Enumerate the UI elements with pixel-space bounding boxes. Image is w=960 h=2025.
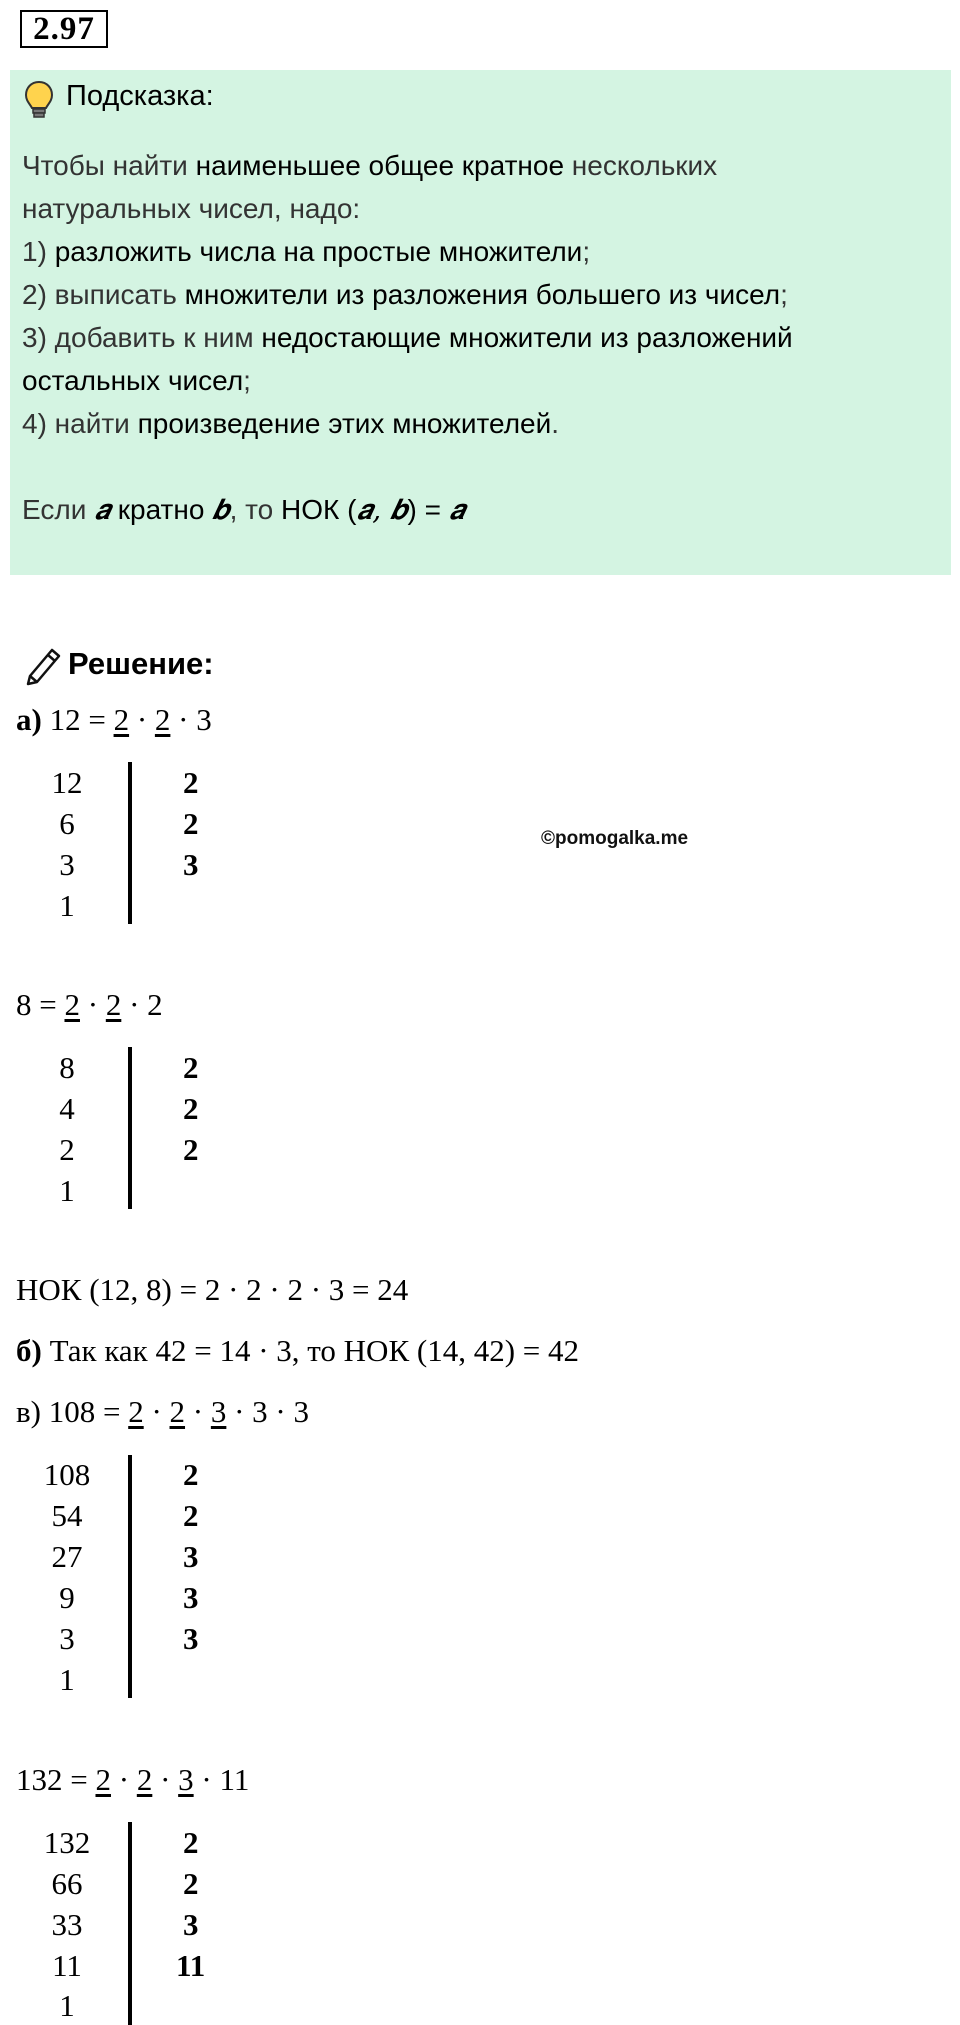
hint-line-2: натуральных чисел, надо: (22, 193, 361, 224)
table-number: 2 (59, 1132, 75, 1167)
hint-step-3-cont: остальных чисел; (22, 365, 251, 396)
table-divider (128, 1822, 132, 2025)
table-number: 11 (52, 1948, 82, 1983)
table-divider (128, 762, 132, 924)
table-number: 9 (59, 1580, 75, 1615)
table-number: 1 (59, 1173, 75, 1208)
part-a-equation-1: а) 12 = 2 · 2 · 3 (16, 702, 212, 737)
table-factor: 2 (183, 1132, 199, 1167)
part-b-statement: б) Так как 42 = 14 · 3, то НОК (14, 42) = 42 (16, 1333, 579, 1368)
table-number: 1 (59, 1988, 75, 2023)
table-divider (128, 1455, 132, 1698)
part-v-equation-1: в) 108 = 2 · 2 · 3 · 3 · 3 (16, 1394, 310, 1429)
table-number: 27 (51, 1539, 83, 1574)
table-factor: 3 (183, 847, 199, 882)
table-number: 132 (43, 1825, 91, 1860)
table-factor: 3 (183, 1539, 199, 1574)
lightbulb-icon (24, 80, 54, 120)
hint-step-3: 3) добавить к ним недостающие множители из разложений (22, 322, 793, 353)
hint-title: Подсказка: (66, 80, 214, 112)
table-factor: 2 (183, 1091, 199, 1126)
table-factor: 2 (183, 1457, 199, 1492)
table-factor: 11 (176, 1948, 206, 1983)
table-factor: 2 (183, 765, 199, 800)
table-factor: 3 (183, 1580, 199, 1615)
table-number: 66 (51, 1866, 83, 1901)
hint-rule: Если 𝒂 кратно 𝒃, то НОК (𝒂, 𝒃) = 𝒂 (22, 493, 465, 526)
table-number: 1 (59, 888, 75, 923)
watermark: ©pomogalka.me (541, 828, 689, 849)
table-divider (128, 1047, 132, 1209)
table-number: 8 (59, 1050, 75, 1085)
table-number: 108 (43, 1457, 91, 1492)
table-factor: 2 (183, 1498, 199, 1533)
part-v-equation-2: 132 = 2 · 2 · 3 · 11 (16, 1762, 250, 1797)
table-number: 4 (59, 1091, 75, 1126)
hint-step-4: 4) найти произведение этих множителей. (22, 408, 560, 439)
pencil-icon (22, 644, 64, 686)
problem-number: 2.97 (20, 10, 108, 48)
table-factor: 2 (183, 1866, 199, 1901)
table-factor: 2 (183, 806, 199, 841)
table-factor: 3 (183, 1907, 199, 1942)
solution-title: Решение: (68, 646, 214, 681)
table-number: 3 (59, 1621, 75, 1656)
hint-line-1: Чтобы найти наименьшее общее кратное нескольких (22, 150, 718, 181)
hint-step-2: 2) выписать множители из разложения большего из чисел; (22, 279, 788, 310)
hint-step-1: 1) разложить числа на простые множители; (22, 236, 591, 267)
table-number: 33 (51, 1907, 83, 1942)
table-factor: 2 (183, 1825, 199, 1860)
table-number: 1 (59, 1662, 75, 1697)
part-a-equation-2: 8 = 2 · 2 · 2 (16, 987, 163, 1022)
table-factor: 2 (183, 1050, 199, 1085)
table-number: 6 (59, 806, 75, 841)
part-a-result: НОК (12, 8) = 2 · 2 · 2 · 3 = 24 (16, 1272, 409, 1307)
table-number: 3 (59, 847, 75, 882)
table-number: 12 (51, 765, 83, 800)
table-number: 54 (51, 1498, 83, 1533)
table-factor: 3 (183, 1621, 199, 1656)
